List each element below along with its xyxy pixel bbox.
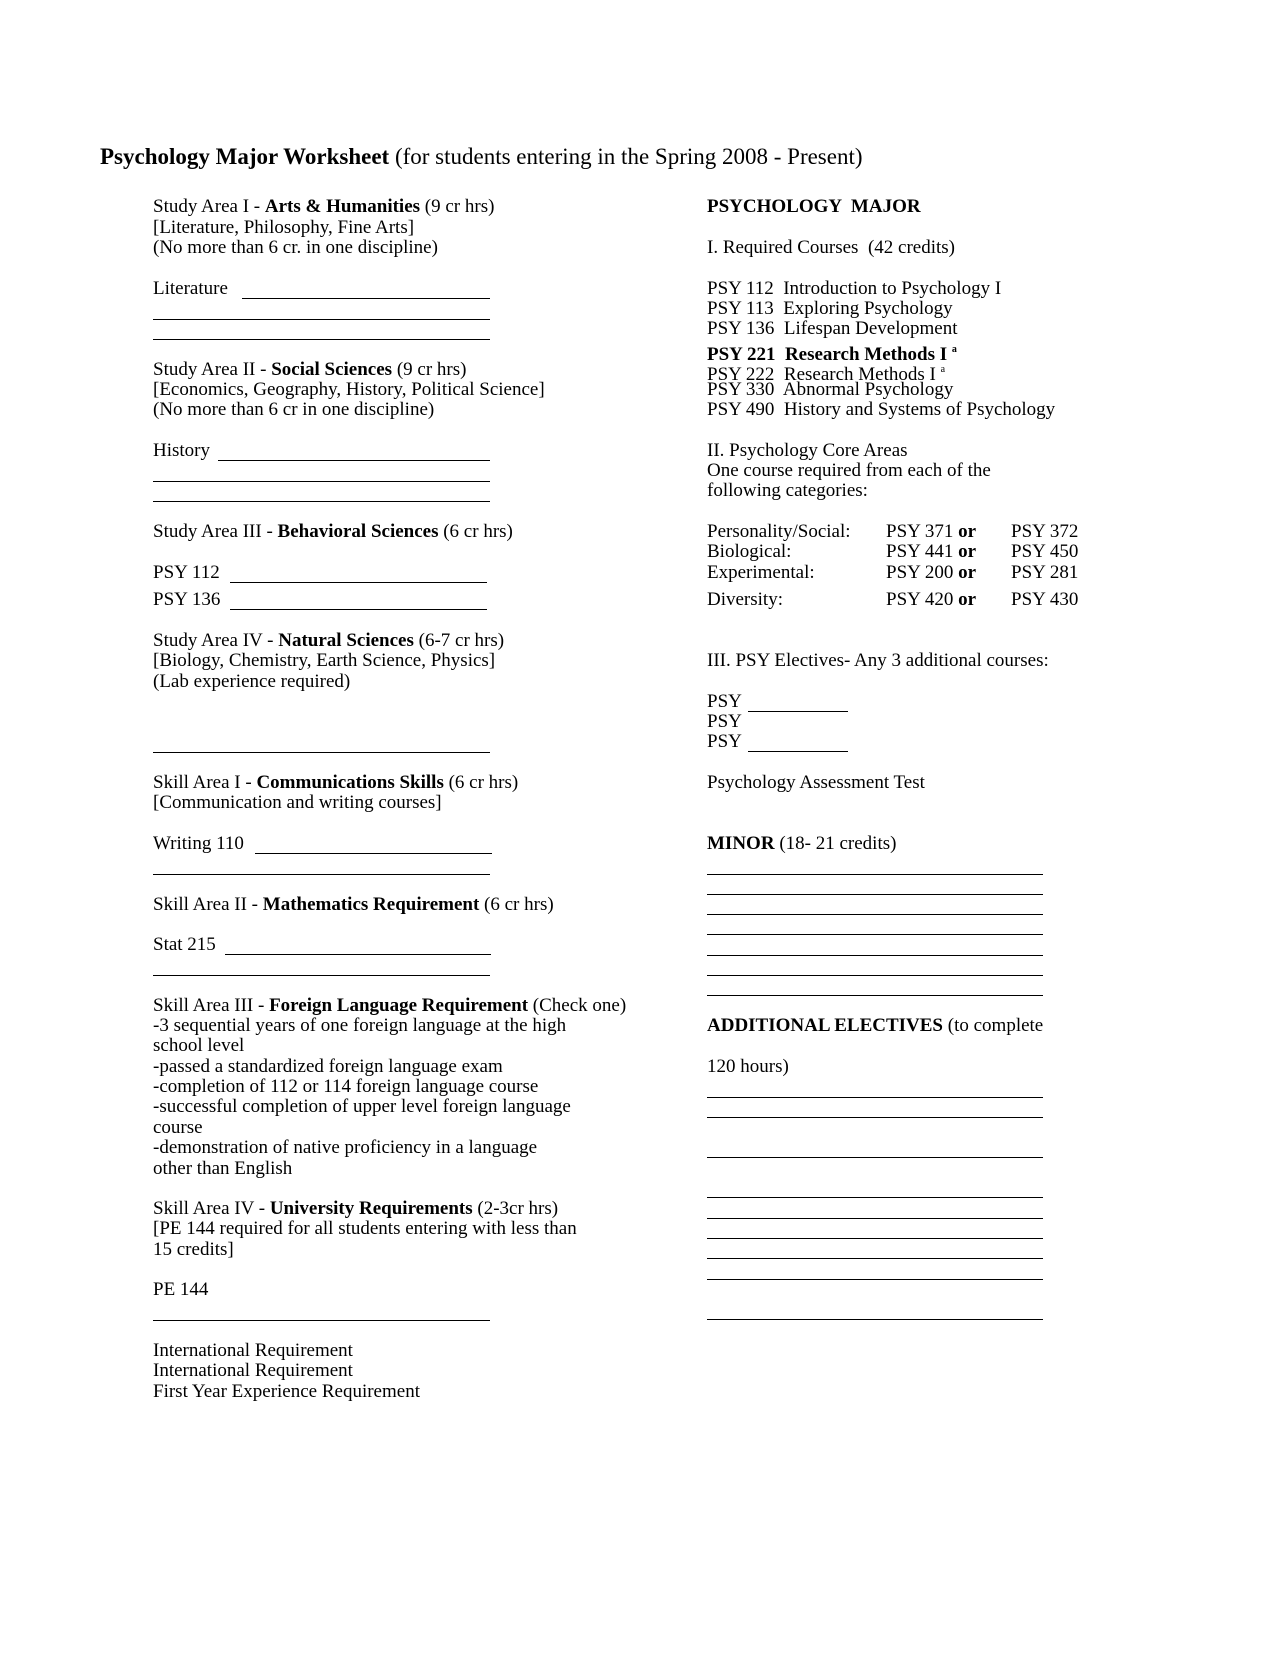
text: Foreign Language Requirement <box>269 995 529 1016</box>
additional-electives-heading <box>707 1015 1043 1037</box>
core-option-b: PSY 281 <box>1011 562 1079 583</box>
text: PSY 441 <box>886 541 954 562</box>
text: Study Area II - <box>153 359 272 380</box>
core-areas-desc-2: following categories: <box>707 480 868 501</box>
text: MINOR <box>707 833 775 854</box>
minor-line[interactable] <box>707 914 1043 915</box>
text: Natural Sciences <box>278 630 414 651</box>
skill-area-1-heading <box>153 772 518 794</box>
core-areas-title: II. Psychology Core Areas <box>707 440 908 461</box>
text: a <box>940 364 946 375</box>
core-option-b: PSY 372 <box>1011 521 1079 542</box>
text: Skill Area I - <box>153 772 257 793</box>
skill-area-3-heading <box>153 995 626 1017</box>
elective-line[interactable] <box>707 1258 1043 1259</box>
minor-line[interactable] <box>707 995 1043 996</box>
course-row <box>707 318 958 340</box>
text: Communications Skills <box>256 772 444 793</box>
text: (6 cr hrs) <box>479 894 554 915</box>
text: Lifespan Development <box>783 318 958 339</box>
text: (6-7 cr hrs) <box>413 630 505 651</box>
text: Skill Area III - <box>153 995 270 1016</box>
psy136-label: PSY 136 <box>153 589 221 610</box>
text: PSY 490 <box>707 399 775 420</box>
text: Research Methods I <box>784 344 948 365</box>
core-option-a <box>886 589 976 611</box>
study-area-2-note: (No more than 6 cr in one discipline) <box>153 399 435 420</box>
elective-label: PSY <box>707 731 742 752</box>
text: Skill Area IV - <box>153 1198 270 1219</box>
blank-line[interactable] <box>153 874 490 875</box>
text: Introduction to Psychology I <box>783 278 1002 299</box>
study-area-3-heading <box>153 521 513 543</box>
study-area-4-heading <box>153 630 504 652</box>
blank-line[interactable] <box>153 752 490 753</box>
language-option: school level <box>153 1035 245 1056</box>
text: PSY 113 <box>707 298 774 319</box>
psy112-label: PSY 112 <box>153 562 220 583</box>
language-option: -3 sequential years of one foreign language at the high <box>153 1015 567 1036</box>
skill-area-4-desc-2: 15 credits] <box>153 1239 234 1260</box>
course-row <box>707 278 1001 300</box>
first-year-requirement: First Year Experience Requirement <box>153 1381 420 1402</box>
writing-input-line[interactable] <box>255 853 492 854</box>
text: PSY 420 <box>886 589 954 610</box>
minor-line[interactable] <box>707 874 1043 875</box>
text: Study Area III - <box>153 521 278 542</box>
text: PSY 330 <box>707 379 775 400</box>
international-requirement: International Requirement <box>153 1360 353 1381</box>
core-option-a <box>886 541 976 563</box>
course-row <box>707 379 953 401</box>
text: History and Systems of Psychology <box>783 399 1056 420</box>
skill-area-1-desc: [Communication and writing courses] <box>153 792 442 813</box>
core-option-a <box>886 521 976 543</box>
literature-label: Literature <box>153 278 228 299</box>
text: Social Sciences <box>271 359 393 380</box>
text: (to complete <box>943 1015 1044 1036</box>
text: PSY 222 <box>707 364 775 385</box>
core-option-b: PSY 450 <box>1011 541 1079 562</box>
core-category: Experimental: <box>707 562 815 583</box>
literature-input-line[interactable] <box>242 298 490 299</box>
text: or <box>958 521 977 542</box>
skill-area-2-heading <box>153 894 554 916</box>
elective-line[interactable] <box>707 1157 1043 1158</box>
text: (Check one) <box>528 995 627 1016</box>
pe144-label: PE 144 <box>153 1279 209 1300</box>
elective-line[interactable] <box>707 1197 1043 1198</box>
language-option: -demonstration of native proficiency in a language <box>153 1137 538 1158</box>
history-label: History <box>153 440 210 461</box>
text: (6 cr hrs) <box>438 521 513 542</box>
core-category: Diversity: <box>707 589 783 610</box>
text: Arts & Humanities <box>264 196 421 217</box>
text: Abnormal Psychology <box>782 379 954 400</box>
elective-line[interactable] <box>707 1117 1043 1118</box>
text: Mathematics Requirement <box>262 894 480 915</box>
title-rest: (for students entering in the Spring 2008 - Present) <box>389 144 863 169</box>
text: PSY 371 <box>886 521 954 542</box>
text: or <box>958 562 977 583</box>
stat-label: Stat 215 <box>153 934 216 955</box>
study-area-4-note: (Lab experience required) <box>153 671 351 692</box>
additional-electives-hours: 120 hours) <box>707 1056 789 1077</box>
elective-label: PSY <box>707 691 742 712</box>
text: (9 cr hrs) <box>420 196 495 217</box>
page-title <box>100 144 863 170</box>
history-input-line[interactable] <box>218 460 490 461</box>
study-area-2-desc: [Economics, Geography, History, Political Science] <box>153 379 545 400</box>
study-area-4-desc: [Biology, Chemistry, Earth Science, Physics] <box>153 650 496 671</box>
minor-line[interactable] <box>707 955 1043 956</box>
psy136-input-line[interactable] <box>230 609 487 610</box>
language-option: other than English <box>153 1158 293 1179</box>
study-area-1-desc: [Literature, Philosophy, Fine Arts] <box>153 217 415 238</box>
required-courses-title: I. Required Courses (42 credits) <box>707 237 955 258</box>
elective-line[interactable] <box>707 1279 1043 1280</box>
minor-line[interactable] <box>707 934 1043 935</box>
language-option: course <box>153 1117 203 1138</box>
stat-input-line[interactable] <box>225 954 491 955</box>
elective-line[interactable] <box>707 1319 1043 1320</box>
text: PSY 200 <box>886 562 954 583</box>
course-row <box>707 399 1055 421</box>
elective-line[interactable] <box>707 1097 1043 1098</box>
language-option: -completion of 112 or 114 foreign language course <box>153 1076 539 1097</box>
text: ADDITIONAL ELECTIVES <box>707 1015 943 1036</box>
minor-line[interactable] <box>707 894 1043 895</box>
text: Behavioral Sciences <box>277 521 439 542</box>
study-area-1-heading <box>153 196 494 218</box>
core-option-a <box>886 562 976 584</box>
study-area-2-heading <box>153 359 466 381</box>
text: (18- 21 credits) <box>774 833 897 854</box>
psy112-input-line[interactable] <box>230 582 487 583</box>
title-bold: Psychology Major Worksheet <box>100 144 390 169</box>
major-heading: PSYCHOLOGY MAJOR <box>707 196 921 217</box>
text: Exploring Psychology <box>783 298 953 319</box>
elective-label: PSY <box>707 711 742 732</box>
text: a <box>951 344 957 355</box>
core-category: Biological: <box>707 541 792 562</box>
elective-line[interactable] <box>707 1238 1043 1239</box>
blank-line[interactable] <box>153 319 490 320</box>
blank-line[interactable] <box>153 481 490 482</box>
electives-title: III. PSY Electives- Any 3 additional courses: <box>707 650 1049 671</box>
minor-line[interactable] <box>707 975 1043 976</box>
text: Study Area IV - <box>153 630 279 651</box>
core-areas-desc: One course required from each of the <box>707 460 991 481</box>
pe144-input-line[interactable] <box>153 1320 490 1321</box>
text: (9 cr hrs) <box>392 359 467 380</box>
text: (2-3cr hrs) <box>472 1198 559 1219</box>
text: University Requirements <box>269 1198 473 1219</box>
skill-area-4-desc: [PE 144 required for all students entering with less than <box>153 1218 577 1239</box>
elective-input-line[interactable] <box>748 711 848 712</box>
study-area-1-note: (No more than 6 cr. in one discipline) <box>153 237 438 258</box>
international-requirement: International Requirement <box>153 1340 353 1361</box>
elective-line[interactable] <box>707 1218 1043 1219</box>
core-category: Personality/Social: <box>707 521 851 542</box>
core-option-b: PSY 430 <box>1011 589 1079 610</box>
writing-label: Writing 110 <box>153 833 244 854</box>
assessment-test: Psychology Assessment Test <box>707 772 925 793</box>
blank-line[interactable] <box>153 501 490 502</box>
elective-input-line[interactable] <box>748 751 848 752</box>
text: (6 cr hrs) <box>443 772 519 793</box>
course-row <box>707 298 953 320</box>
text: Research Methods I <box>783 364 936 385</box>
language-option: -successful completion of upper level foreign language <box>153 1096 571 1117</box>
text: PSY 112 <box>707 278 774 299</box>
text: Skill Area II - <box>153 894 263 915</box>
minor-heading <box>707 833 896 855</box>
blank-line[interactable] <box>153 339 490 340</box>
text: or <box>958 589 977 610</box>
skill-area-4-heading <box>153 1198 558 1220</box>
text: PSY 136 <box>707 318 775 339</box>
text: PSY 221 <box>707 344 776 365</box>
text: Study Area I - <box>153 196 265 217</box>
blank-line[interactable] <box>153 975 490 976</box>
language-option: -passed a standardized foreign language exam <box>153 1056 503 1077</box>
text: or <box>958 541 977 562</box>
